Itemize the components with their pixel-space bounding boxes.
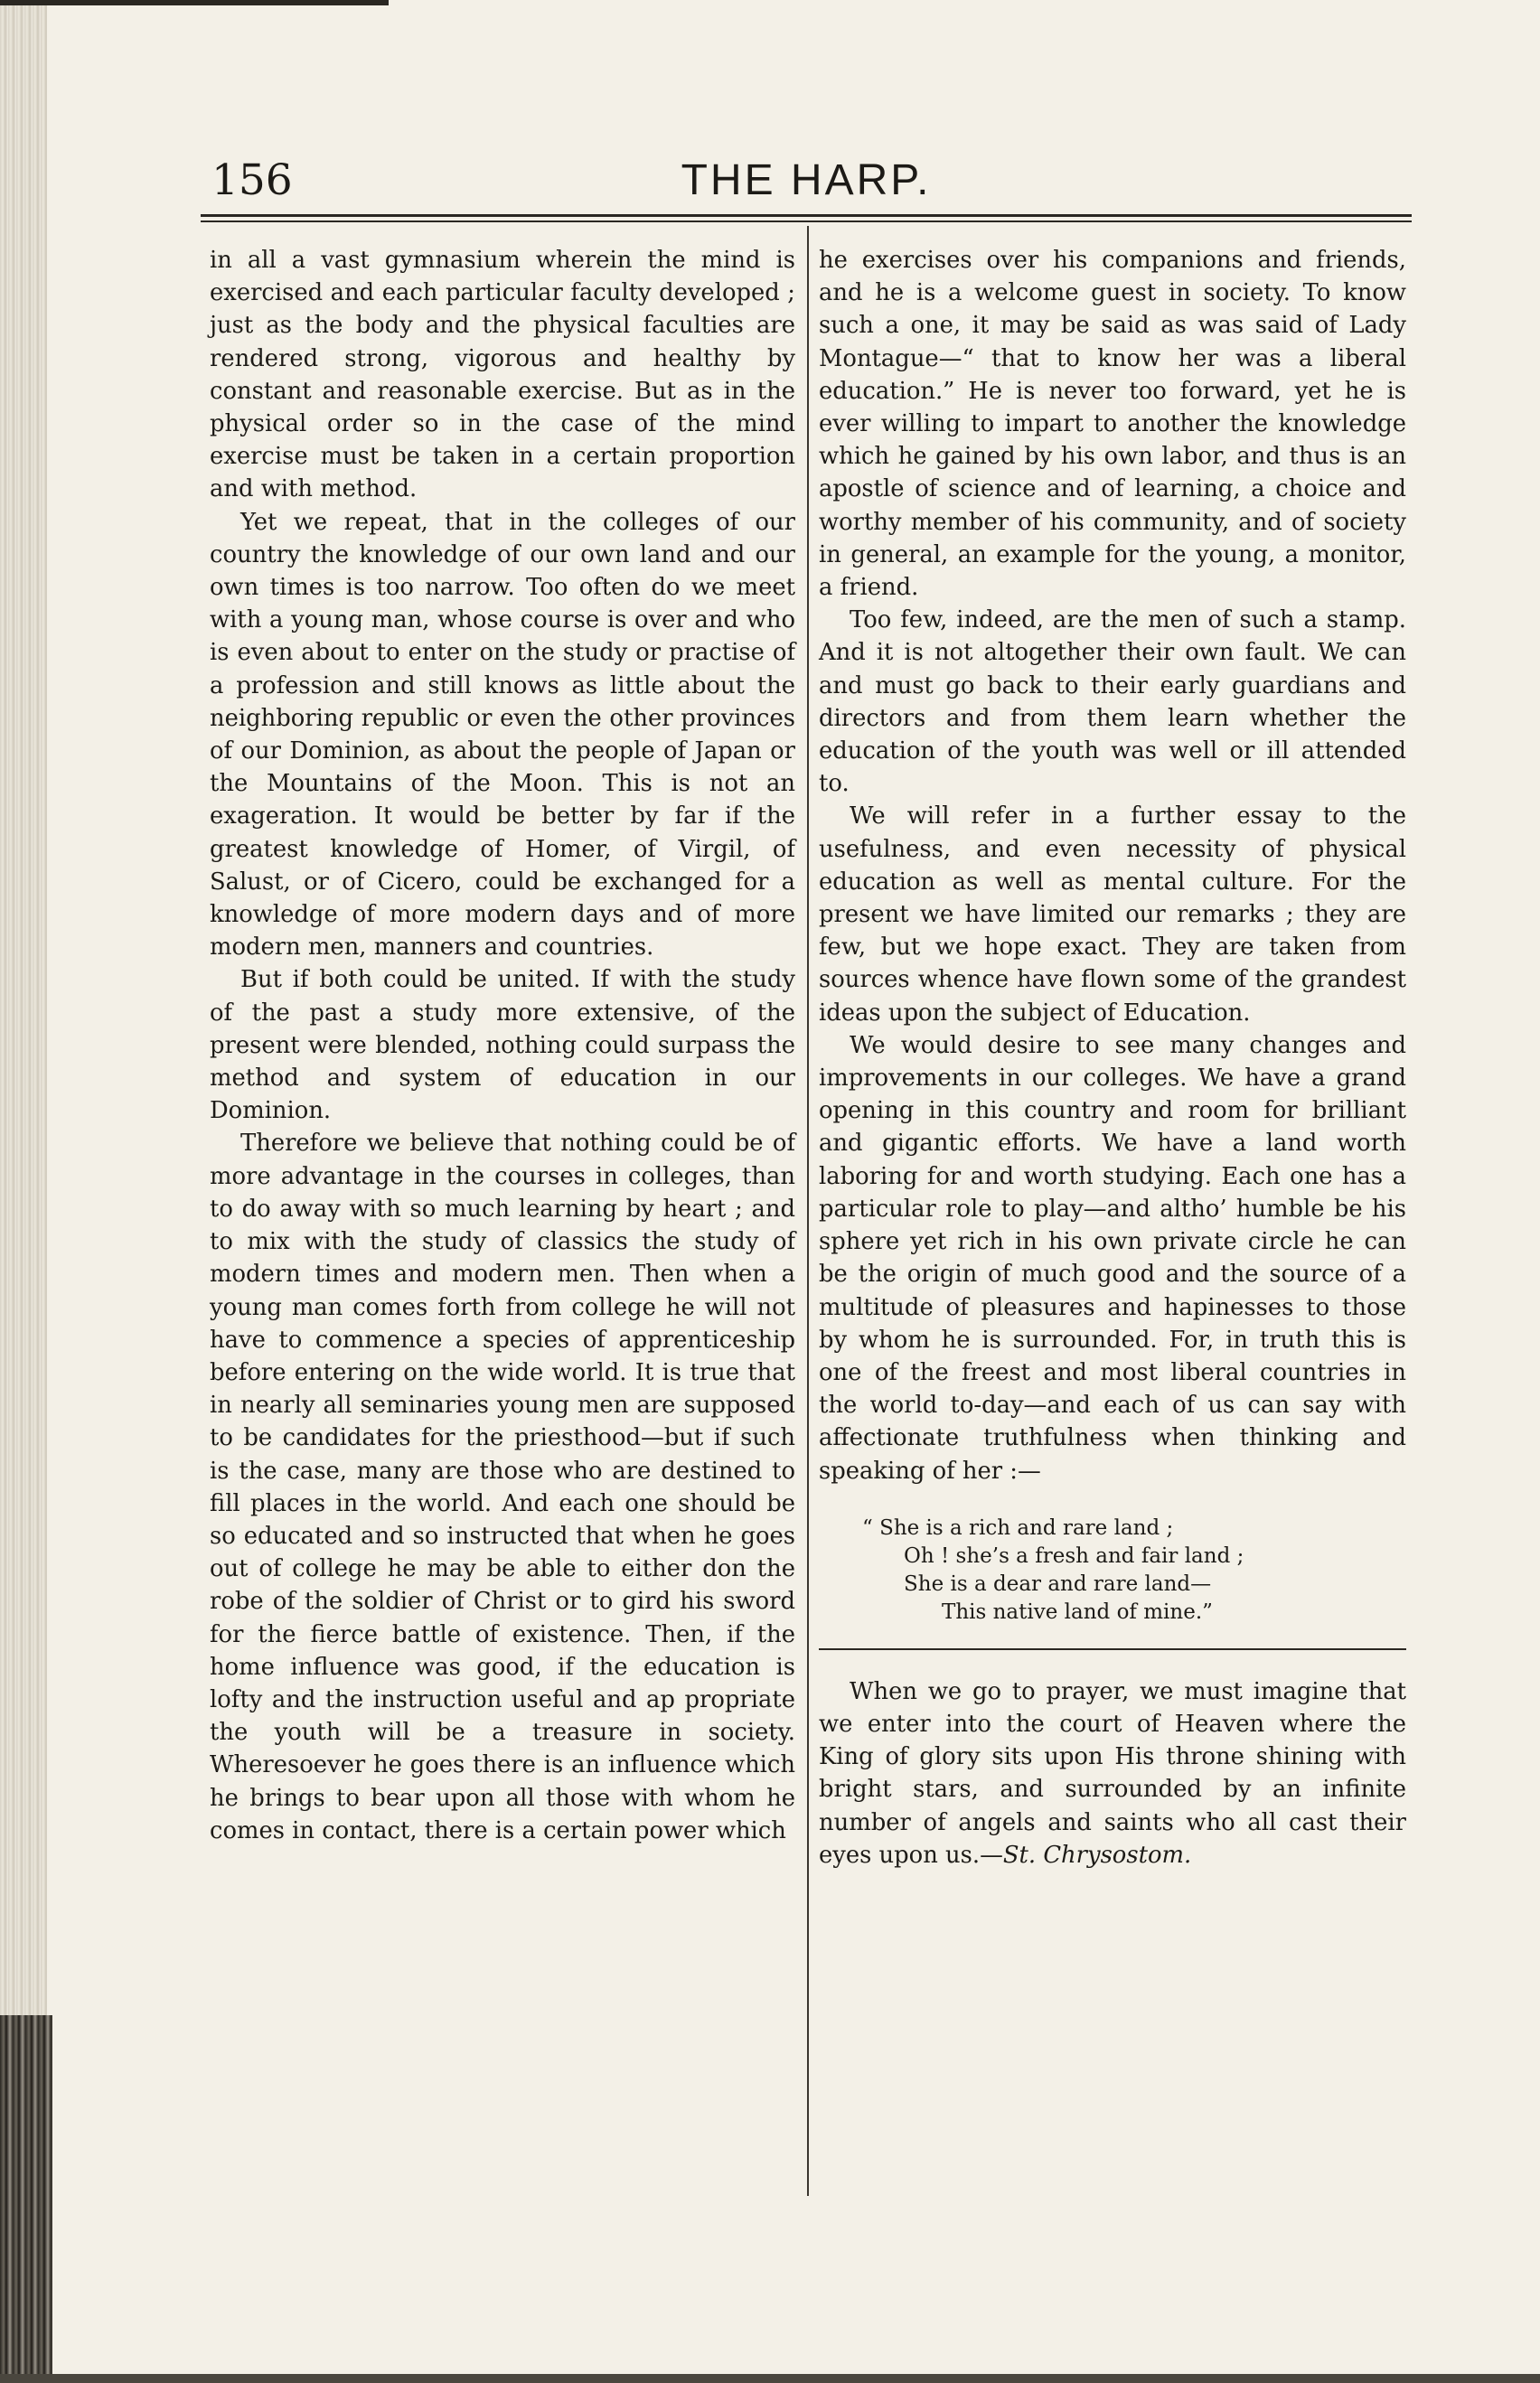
quote-text: When we go to prayer, we must imagine that we enter into the court of Heaven where the King of glory sits upon His throne shining with bright stars, and surrounded by an infinite number of angels and saints who all cast their eyes upon us.—	[819, 1677, 1406, 1869]
scan-edge-shadow	[0, 2015, 52, 2383]
poem-line: She is a dear and rare land—	[904, 1571, 1212, 1596]
paragraph: Too few, indeed, are the men of such a stamp. And it is not altogether their own fault. We can and must go back to their early guardians and directors and from them learn whether the education of the youth was well or ill attended to.	[819, 606, 1406, 798]
poem-stanza	[819, 1515, 1406, 1627]
poem-line: Oh ! she’s a fresh and fair land ;	[904, 1543, 1244, 1568]
header-rule	[201, 214, 1412, 217]
paragraph: Therefore we believe that nothing could be of more advantage in the courses in colleges, than to do away with so much learning by heart ; and to mix with the study of classics the study of modern times and modern men. Then when a young man comes forth from college he will not have to commence a species of apprenticeship before entering on the wide world. It is true that in nearly all seminaries young men are supposed to be candidates for the priesthood—but if such is the case, many are those who are destined to fill places in the world. And each one should be so educated and so instructed that when he goes out of college he may be able to either don the robe of the soldier of Christ or to gird his sword for the fierce battle of existence. Then, if the home influence was good, if the education is lofty and the instruction useful and ap propriate the youth will be a treasure in society. Wheresoever he goes there is an influence which he brings to bear upon all those with whom he comes in contact, there is a certain power which	[210, 1130, 795, 1844]
page-number: 156	[211, 155, 293, 205]
paragraph: But if both could be united. If with the study of the past a study more extensive, of the present were blended, nothing could surpass the method and system of education in our Dominion.	[210, 966, 795, 1125]
running-title: THE HARP.	[681, 156, 932, 204]
left-column	[210, 244, 795, 1847]
paragraph: he exercises over his companions and friends, and he is a welcome guest in society. To know such a one, it may be said as was said of Lady Montague—“ that to know her was a liberal education.” He is never too forward, yet he is ever willing to impart to another the knowledge which he gained by his own labor, and thus is an apostle of science and of learning, a choice and worthy member of his community, and of society in general, an example for the young, a monitor, a friend.	[819, 247, 1406, 602]
top-edge-rule	[0, 0, 389, 5]
paragraph: Yet we repeat, that in the colleges of our country the knowledge of our own land and our own times is too narrow. Too often do we meet with a young man, whose course is over and who is even about to enter on the study or practise of a profession and still knows as little about the neighboring republic or even the other provinces of our Dominion, as about the people of Japan or the Mountains of the Moon. This is not an exageration. It would be better by far if the greatest knowledge of Homer, of Virgil, of Salust, or of Cicero, could be exchanged for a knowledge of more modern days and of more modern men, manners and countries.	[210, 508, 795, 962]
quote-attribution: St. Chrysostom.	[1002, 1841, 1192, 1869]
poem-line: “ She is a rich and rare land ;	[862, 1515, 1174, 1540]
column-divider	[807, 226, 809, 2196]
section-separator	[819, 1648, 1406, 1650]
quote-paragraph	[819, 1675, 1406, 1872]
bottom-edge	[0, 2374, 1540, 2383]
paragraph: We would desire to see many changes and improvements in our colleges. We have a grand opening in this country and room for brilliant and gigantic efforts. We have a land worth laboring for and worth studying. Each one has a particular role to play—and altho’ humble be his sphere yet rich in his own private circle he can be the origin of much good and the source of a multitude of pleasures and hapinesses to those by whom he is surrounded. For, in truth this is one of the freest and most liberal countries in the world to-day—and each of us can say with affectionate truthfulness when thinking and speaking of her :—	[819, 1031, 1406, 1485]
poem-line: This native land of mine.”	[942, 1600, 1213, 1624]
right-column	[819, 244, 1406, 1872]
header-rule-secondary	[201, 220, 1412, 222]
paragraph: in all a vast gymnasium wherein the mind is exercised and each particular faculty developed ; just as the body and the physical faculties are rendered strong, vigorous and healthy by constant and reasonable exercise. But as in the physical order so in the case of the mind exercise must be taken in a certain proportion and with method.	[210, 247, 795, 503]
page-header	[201, 145, 1412, 217]
paragraph: We will refer in a further essay to the usefulness, and even necessity of physical education as well as mental culture. For the present we have limited our remarks ; they are few, but we hope exact. They are taken from sources whence have flown some of the grandest ideas upon the subject of Education.	[819, 802, 1406, 1027]
